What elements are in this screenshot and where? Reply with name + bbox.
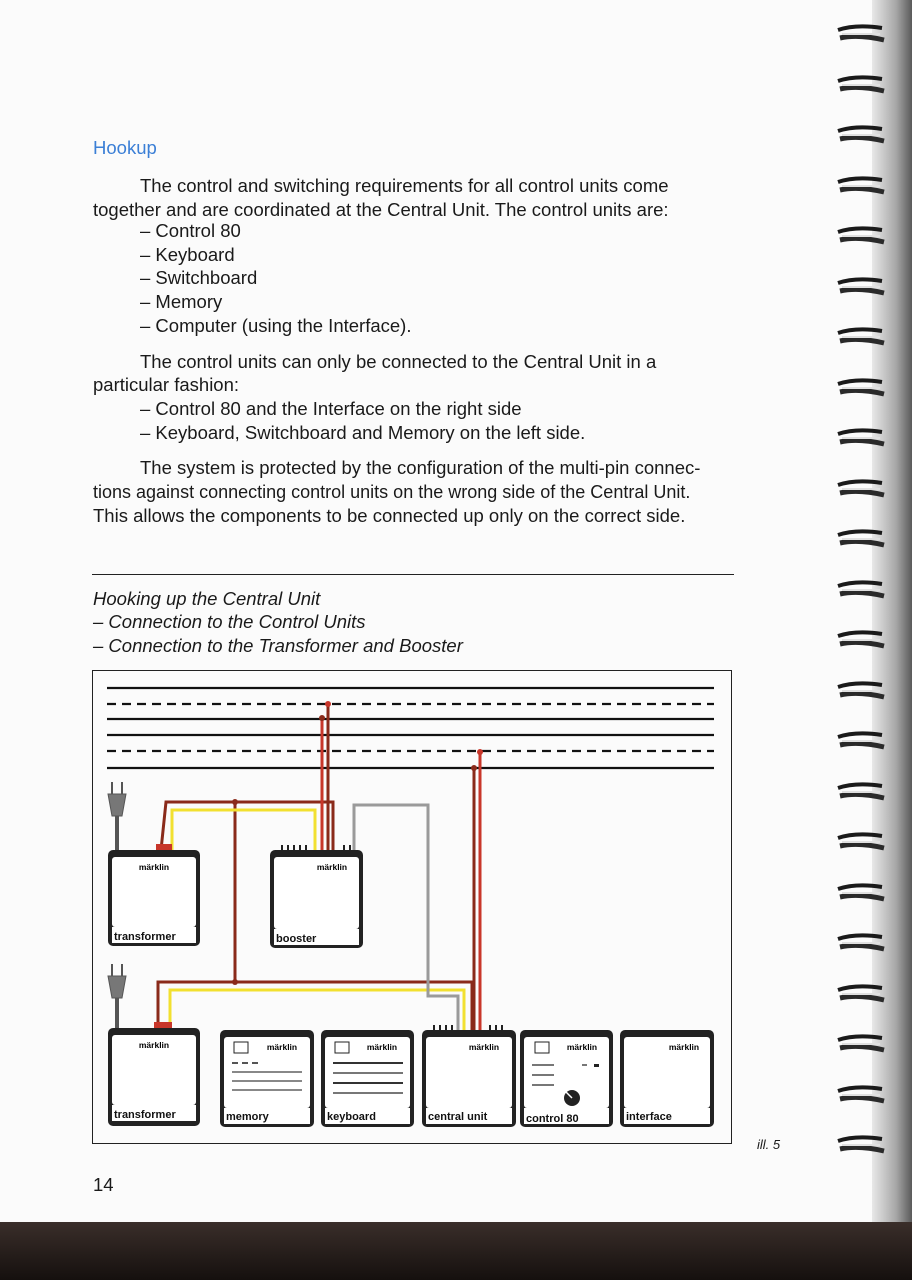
para3-line3: This allows the components to be connected up only on the correct side.	[93, 505, 686, 526]
transformer-label: transformer	[114, 931, 176, 943]
transformer-top-unit	[108, 844, 200, 946]
booster-label: booster	[276, 933, 317, 945]
binding-coil	[836, 376, 886, 402]
units-list-item: – Computer (using the Interface).	[140, 315, 412, 336]
interface-unit	[620, 1030, 714, 1127]
binding-coil	[836, 275, 886, 301]
brand-logo: märklin	[138, 862, 170, 872]
plug-icon	[108, 964, 126, 1032]
binding-coil	[836, 1083, 886, 1109]
para3-line2: tions against connecting control units on the wrong side of the Central Unit.	[93, 482, 691, 502]
caption-title: Hooking up the Central Unit	[93, 588, 321, 609]
sides-list-item: – Control 80 and the Interface on the right side	[140, 398, 522, 419]
binding-coil	[836, 982, 886, 1008]
binding-coil	[836, 527, 886, 553]
brand-logo: märklin	[138, 1040, 170, 1050]
central-unit	[422, 1025, 516, 1127]
interface-label: interface	[626, 1111, 672, 1123]
para2-line1: The control units can only be connected to the Central Unit in a	[140, 351, 657, 372]
brand-logo: märklin	[668, 1042, 700, 1052]
control80-unit	[520, 1030, 613, 1127]
memory-unit	[220, 1030, 314, 1127]
hookup-diagram	[92, 670, 732, 1144]
binding-coil	[836, 426, 886, 452]
control80-label: control 80	[526, 1113, 579, 1125]
binding-coil	[836, 628, 886, 654]
brand-logo: märklin	[468, 1042, 500, 1052]
brand-logo: märklin	[316, 862, 348, 872]
binding-coil	[836, 1032, 886, 1058]
central-unit-label: central unit	[428, 1111, 488, 1123]
binding-coil	[836, 224, 886, 250]
caption-line: – Connection to the Transformer and Booster	[93, 635, 463, 656]
brand-logo: märklin	[566, 1042, 598, 1052]
binding-coil	[836, 22, 886, 48]
section-heading: Hookup	[93, 137, 157, 158]
keyboard-label: keyboard	[327, 1111, 376, 1123]
binding-coil	[836, 1133, 886, 1159]
para1-line1: The control and switching requirements for all control units come	[140, 175, 669, 196]
binding-coil	[836, 830, 886, 856]
brand-logo: märklin	[266, 1042, 298, 1052]
plug-icon	[108, 782, 126, 852]
booster-unit	[270, 845, 363, 948]
binding-coil	[836, 123, 886, 149]
units-list-item: – Keyboard	[140, 244, 235, 265]
memory-label: memory	[226, 1111, 269, 1123]
para2-line2: particular fashion:	[93, 374, 240, 395]
track-lines	[107, 688, 714, 768]
transformer-bottom-unit	[108, 1022, 200, 1126]
binding-coil	[836, 73, 886, 99]
scan-shadow	[0, 1222, 912, 1280]
brand-logo: märklin	[366, 1042, 398, 1052]
binding-coil	[836, 325, 886, 351]
binding-coil	[836, 931, 886, 957]
binding-coil	[836, 780, 886, 806]
section-divider	[92, 574, 734, 575]
transformer-label: transformer	[114, 1109, 176, 1121]
binding-coil	[836, 578, 886, 604]
binding-coil	[836, 477, 886, 503]
binding-coil	[836, 174, 886, 200]
illustration-label: ill. 5	[757, 1137, 781, 1152]
units-list-item: – Switchboard	[140, 267, 258, 288]
binding-coil	[836, 729, 886, 755]
keyboard-unit	[321, 1030, 414, 1127]
para3-line1: The system is protected by the configuration of the multi-pin connec-	[140, 457, 701, 478]
binding-coil	[836, 679, 886, 705]
binding-coil	[836, 881, 886, 907]
units-list-item: – Control 80	[140, 220, 241, 241]
para1-line2: together and are coordinated at the Central Unit. The control units are:	[93, 199, 669, 220]
units-list-item: – Memory	[140, 291, 223, 312]
page-number: 14	[93, 1174, 114, 1195]
sides-list-item: – Keyboard, Switchboard and Memory on the left side.	[140, 422, 586, 443]
caption-line: – Connection to the Control Units	[93, 611, 366, 632]
